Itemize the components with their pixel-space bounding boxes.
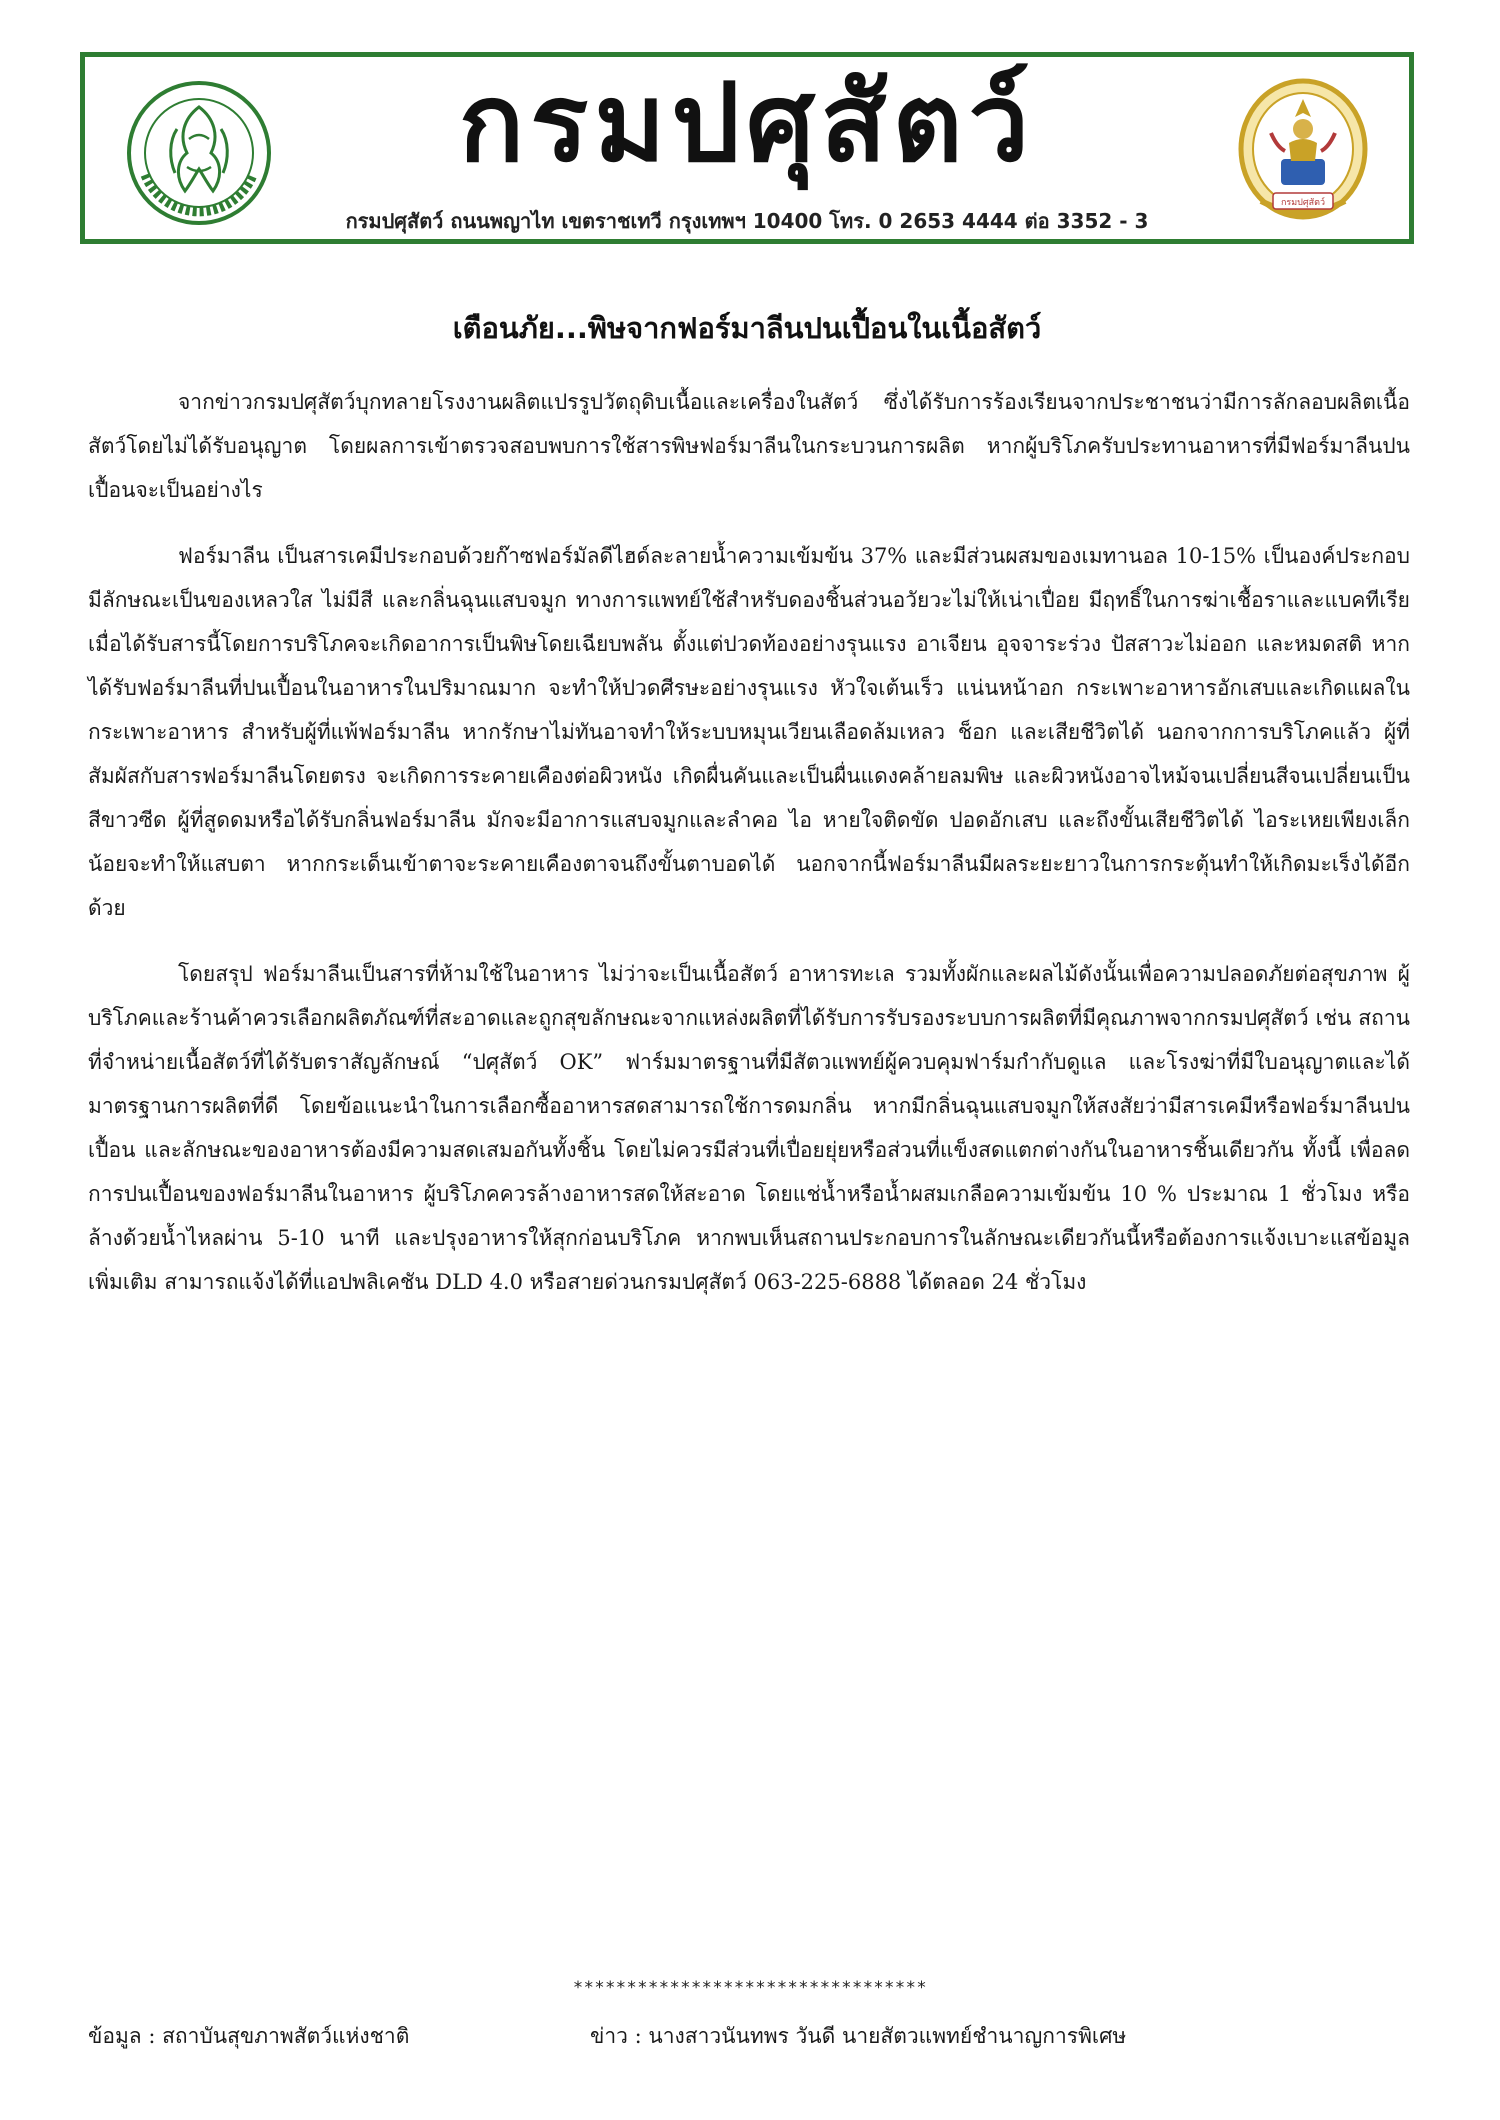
paragraph-intro: จากข่าวกรมปศุสัตว์บุกทลายโรงงานผลิตแปรรูปวัตถุดิบเนื้อและเครื่องในสัตว์ ซึ่งได้รับการร้องเรียนจากประชาชนว่ามีการลักลอบผลิตเนื้อสัตว์โดยไม่ได้รับอนุญาต โดยผลการเข้าตรวจสอบพบการใช้สารพิษฟอร์มาลีนในกระบวนการผลิต หากผู้บริโภครับประทานอาหารที่มีฟอร์มาลีนปนเปื้อนจะเป็นอย่างไร: [88, 390, 1410, 502]
document-title: เตือนภัย...พิษจากฟอร์มาลีนปนเปื้อนในเนื้อสัตว์: [452, 311, 1042, 345]
source-credit: ข้อมูล : สถาบันสุขภาพสัตว์แห่งชาติ: [88, 2024, 410, 2048]
paragraph-formalin-effects: ฟอร์มาลีน เป็นสารเคมีประกอบด้วยก๊าซฟอร์มัลดีไฮด์ละลายน้ำความเข้มข้น 37% และมีส่วนผสมของเมทานอล 10-15% เป็นองค์ประกอบ มีลักษณะเป็นของเหลวใส ไม่มีสี และกลิ่นฉุนแสบจมูก ทางการแพทย์ใช้สำหรับดองชิ้นส่วนอวัยวะไม่ให้เน่าเปื่อย มีฤทธิ์ในการฆ่าเชื้อราและแบคทีเรีย เมื่อได้รับสารนี้โดยการบริโภคจะเกิดอาการเป็นพิษโดยเฉียบพลัน ตั้งแต่ปวดท้องอย่างรุนแรง อาเจียน อุจจาระร่วง ปัสสาวะไม่ออก และหมดสติ หากได้รับฟอร์มาลีนที่ปนเปื้อนในอาหารในปริมาณมาก จะทำให้ปวดศีรษะอย่างรุนแรง หัวใจเต้นเร็ว แน่นหน้าอก กระเพาะอาหารอักเสบและเกิดแผลในกระเพาะอาหาร สำหรับผู้ที่แพ้ฟอร์มาลีน หากรักษาไม่ทันอาจทำให้ระบบหมุนเวียนเลือดล้มเหลว ช็อก และเสียชีวิตได้ นอกจากการบริโภคแล้ว ผู้ที่สัมผัสกับสารฟอร์มาลีนโดยตรง จะเกิดการระคายเคืองต่อผิวหนัง เกิดผื่นคันและเป็นผื่นแดงคล้ายลมพิษ และผิวหนังอาจไหม้จนเปลี่ยนสีจนเปลี่ยนเป็นสีขาวซีด ผู้ที่สูดดมหรือได้รับกลิ่นฟอร์มาลีน มักจะมีอาการแสบจมูกและลำคอ ไอ หายใจติดขัด ปอดอักเสบ และถึงขั้นเสียชีวิตได้ ไอระเหยเพียงเล็กน้อยจะทำให้แสบตา หากกระเด็นเข้าตาจะระคายเคืองตาจนถึงขั้นตาบอดได้ นอกจากนี้ฟอร์มาลีนมีผลระยะยาวในการกระตุ้นทำให้เกิดมะเร็งได้อีกด้วย: [88, 544, 1410, 920]
svg-text:กรมปศุสัตว์: กรมปศุสัตว์: [1280, 198, 1326, 208]
article-body: [88, 380, 1410, 1326]
letterhead-banner: [80, 52, 1414, 244]
department-address: กรมปศุสัตว์ ถนนพญาไท เขตราชเทวี กรุงเทพฯ 10400 โทร. 0 2653 4444 ต่อ 3352 - 3: [345, 209, 1149, 233]
department-name: กรมปศุสัตว์: [458, 61, 1036, 186]
asterisk-separator: *********************************: [572, 1978, 928, 1998]
paragraph-summary: โดยสรุป ฟอร์มาลีนเป็นสารที่ห้ามใช้ในอาหาร ไม่ว่าจะเป็นเนื้อสัตว์ อาหารทะเล รวมทั้งผักและผลไม้ดังนั้นเพื่อความปลอดภัยต่อสุขภาพ ผู้บริโภคและร้านค้าควรเลือกผลิตภัณฑ์ที่สะอาดและถูกสุขลักษณะจากแหล่งผลิตที่ได้รับการรับรองระบบการผลิตที่มีคุณภาพจากกรมปศุสัตว์ เช่น สถานที่จำหน่ายเนื้อสัตว์ที่ได้รับตราสัญลักษณ์ “ปศุสัตว์ OK” ฟาร์มมาตรฐานที่มีสัตวแพทย์ผู้ควบคุมฟาร์มกำกับดูแล และโรงฆ่าที่มีใบอนุญาตและได้มาตรฐานการผลิตที่ดี โดยข้อแนะนำในการเลือกซื้ออาหารสดสามารถใช้การดมกลิ่น หากมีกลิ่นฉุนแสบจมูกให้สงสัยว่ามีสารเคมีหรือฟอร์มาลีนปนเปื้อน และลักษณะของอาหารต้องมีความสดเสมอกันทั้งชิ้น โดยไม่ควรมีส่วนที่เปื่อยยุ่ยหรือส่วนที่แข็งสดแตกต่างกันในอาหารชิ้นเดียวกัน ทั้งนี้ เพื่อลดการปนเปื้อนของฟอร์มาลีนในอาหาร ผู้บริโภคควรล้างอาหารสดให้สะอาด โดยแช่น้ำหรือน้ำผสมเกลือความเข้มข้น 10 % ประมาณ 1 ชั่วโมง หรือล้างด้วยน้ำไหลผ่าน 5-10 นาที และปรุงอาหารให้สุกก่อนบริโภค หากพบเห็นสถานประกอบการในลักษณะเดียวกันนี้หรือต้องการแจ้งเบาะแสข้อมูลเพิ่มเติม สามารถแจ้งได้ที่แอปพลิเคชัน DLD 4.0 หรือสายด่วนกรมปศุสัตว์ 063-225-6888 ได้ตลอด 24 ชั่วโมง: [88, 962, 1410, 1294]
department-of-livestock-seal-icon: [1237, 77, 1369, 227]
reporter-credit: ข่าว : นางสาวนันทพร วันดี นายสัตวแพทย์ชำนาญการพิเศษ: [590, 2024, 1127, 2048]
